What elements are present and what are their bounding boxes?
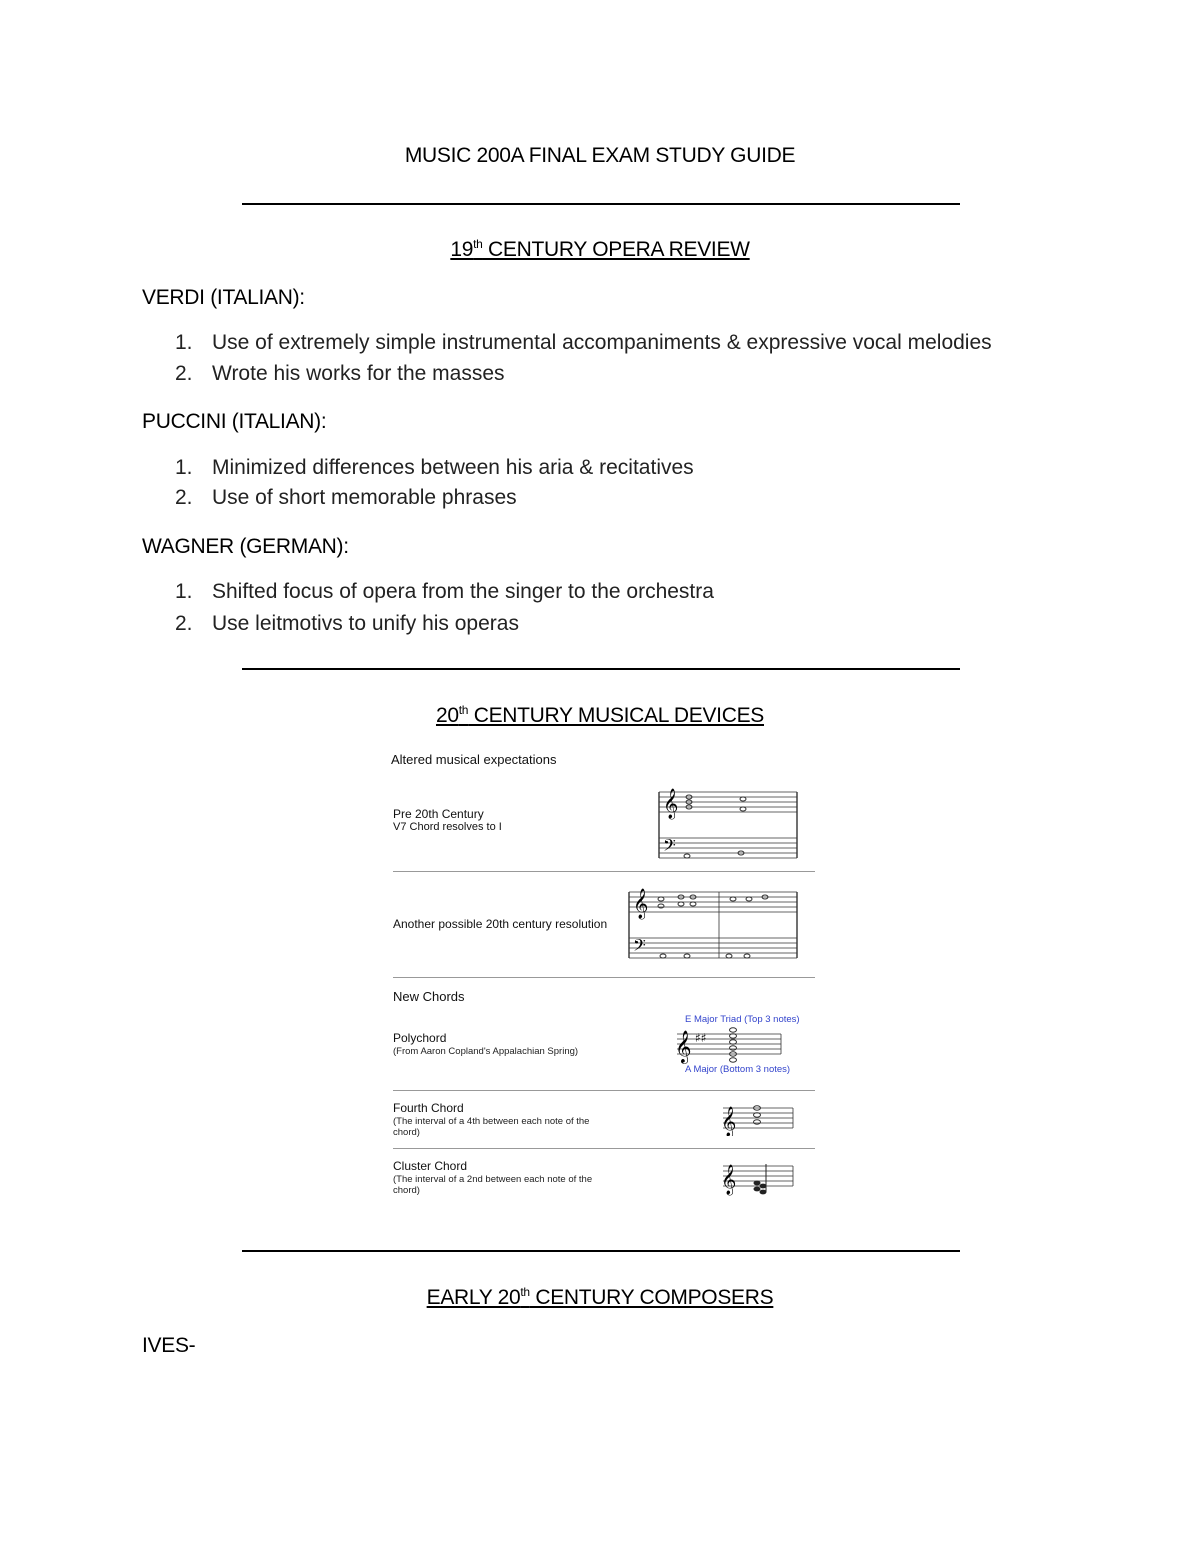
composer-heading-verdi: VERDI (ITALIAN):: [142, 286, 305, 309]
section-heading-devices: 20th CENTURY MUSICAL DEVICES: [435, 703, 764, 727]
figure-divider: [393, 977, 815, 978]
svg-text:𝄞: 𝄞: [633, 889, 649, 919]
figure-annotation: E Major Triad (Top 3 notes): [685, 1014, 800, 1025]
polychord-staff-icon: [673, 1026, 785, 1064]
svg-text:𝄞: 𝄞: [721, 1165, 737, 1195]
divider-rule: [242, 668, 960, 670]
figure-label: Fourth Chord: [393, 1101, 464, 1115]
figure-heading: Altered musical expectations: [391, 752, 557, 767]
figure-label: Polychord: [393, 1031, 447, 1045]
figure-sublabel: V7 Chord resolves to I: [393, 821, 502, 833]
divider-rule: [242, 1250, 960, 1252]
figure-annotation: A Major (Bottom 3 notes): [685, 1064, 791, 1075]
divider-rule: [242, 203, 960, 205]
figure-label: Another possible 20th century resolution: [393, 917, 608, 931]
figure-sublabel: (The interval of a 2nd between each note of the chord): [393, 1174, 593, 1196]
composer-heading-puccini: PUCCINI (ITALIAN):: [142, 410, 327, 433]
svg-text:𝄞: 𝄞: [675, 1030, 692, 1063]
composer-heading-wagner: WAGNER (GERMAN):: [142, 535, 349, 558]
svg-text:𝄢: 𝄢: [633, 935, 646, 959]
cluster-chord-staff-icon: [719, 1158, 797, 1198]
figure-sublabel: (From Aaron Copland's Appalachian Spring): [393, 1046, 579, 1057]
figure-label: Cluster Chord: [393, 1159, 468, 1173]
section-heading-composers: EARLY 20th CENTURY COMPOSERS: [426, 1285, 774, 1309]
composer-heading-ives: IVES-: [142, 1334, 196, 1357]
fourth-chord-staff-icon: [719, 1102, 797, 1136]
pre20-staff-icon: [655, 786, 801, 864]
svg-text:♯♯: ♯♯: [695, 1031, 707, 1045]
figure-label: New Chords: [393, 989, 465, 1004]
document-title: MUSIC 200A FINAL EXAM STUDY GUIDE: [404, 144, 796, 167]
figure-divider: [393, 871, 815, 872]
svg-text:𝄞: 𝄞: [721, 1107, 737, 1136]
figure-divider: [393, 1090, 815, 1091]
svg-text:𝄞: 𝄞: [663, 789, 679, 819]
section-heading-opera: 19th CENTURY OPERA REVIEW: [450, 237, 750, 261]
figure-label: Pre 20th Century: [393, 807, 484, 821]
figure-divider: [393, 1148, 815, 1149]
musical-devices-figure: [385, 744, 825, 1214]
svg-text:𝄢: 𝄢: [663, 835, 676, 859]
figure-sublabel: (The interval of a 4th between each note of the chord): [393, 1116, 590, 1138]
alt-resolution-staff-icon: [625, 886, 801, 964]
